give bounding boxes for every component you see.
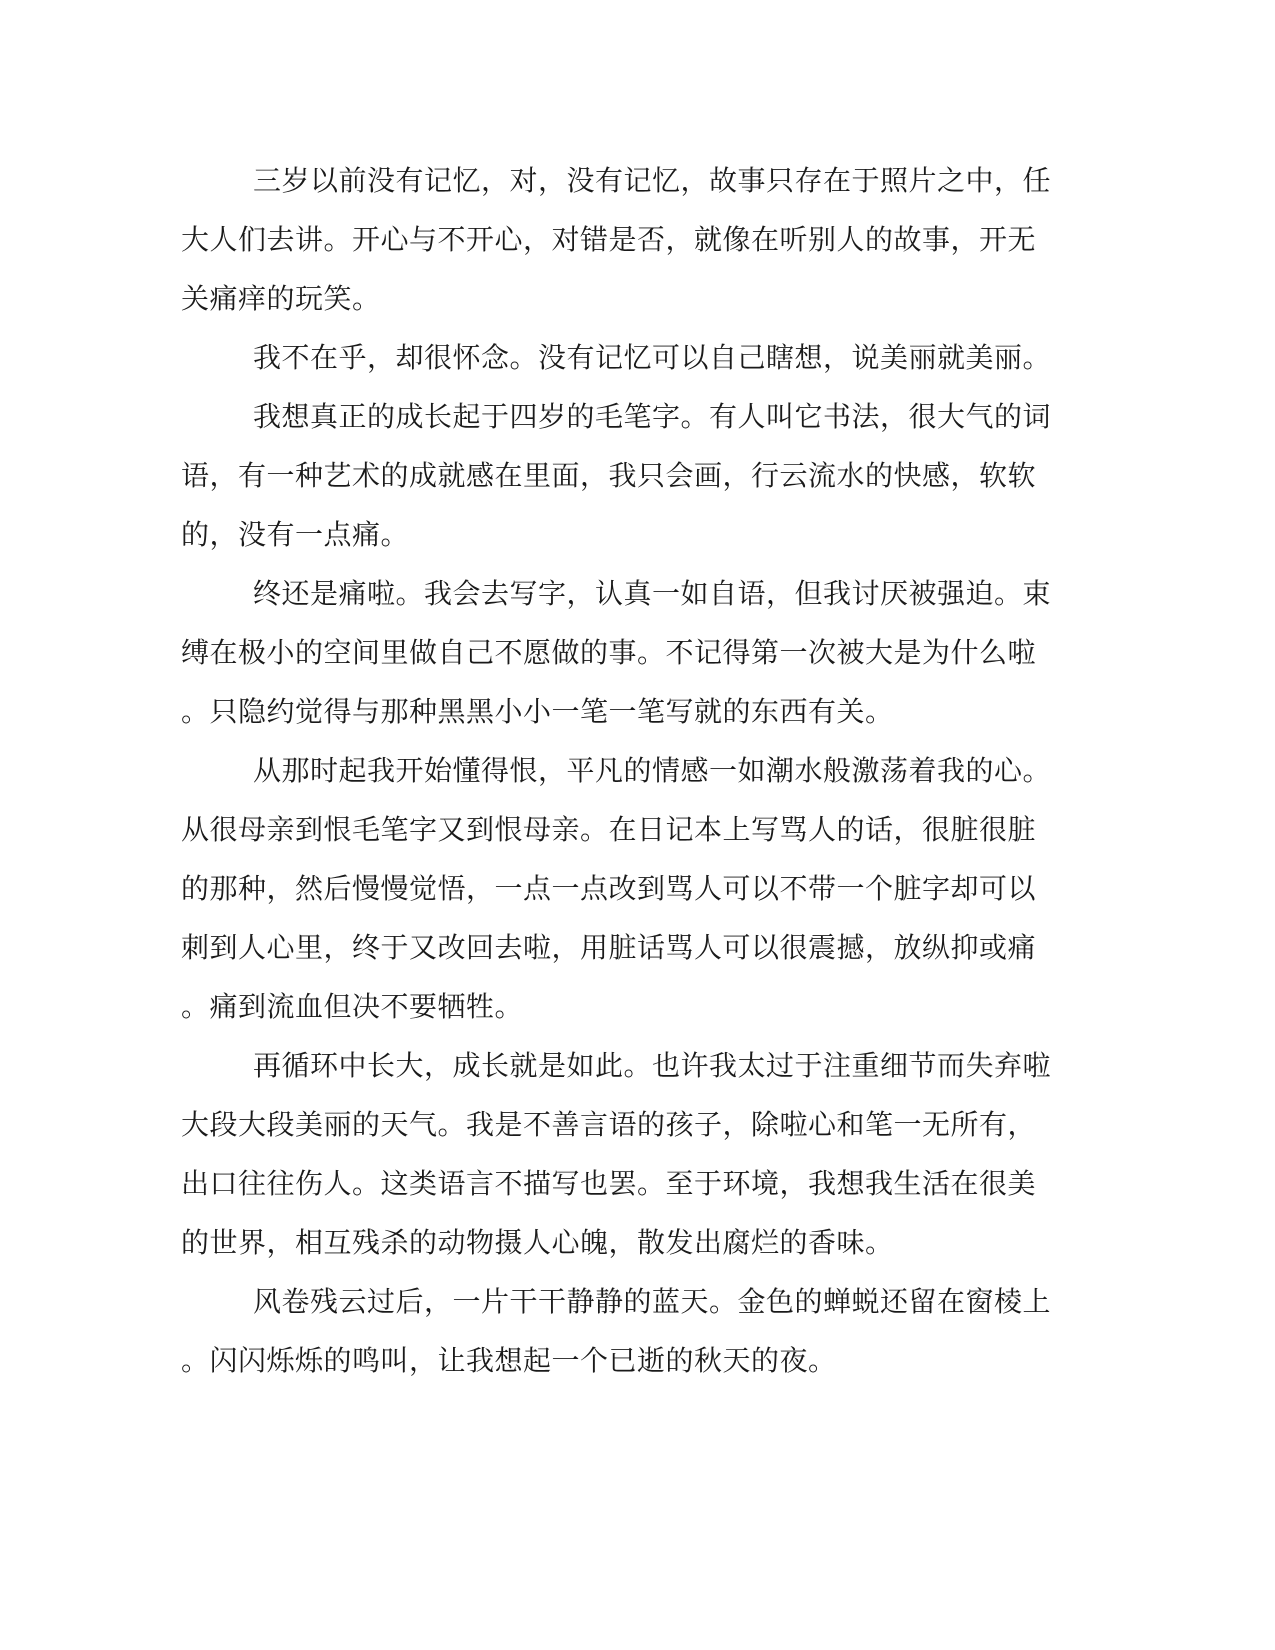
paragraph-5-line-3: 的那种，然后慢慢觉悟，一点一点改到骂人可以不带一个脏字却可以: [181, 872, 1037, 905]
paragraph-3-line-2: 语，有一种艺术的成就感在里面，我只会画，行云流水的快感，软软: [181, 459, 1037, 492]
paragraph-5-line-1: 从那时起我开始懂得恨，平凡的情感一如潮水般激荡着我的心。: [253, 754, 1052, 787]
paragraph-2-line-1: 我不在乎，却很怀念。没有记忆可以自己瞎想，说美丽就美丽。: [253, 341, 1052, 374]
paragraph-7-line-1: 风卷残云过后，一片干干静静的蓝天。金色的蝉蜕还留在窗棱上: [253, 1285, 1052, 1318]
paragraph-1-line-1: 三岁以前没有记忆，对，没有记忆，故事只存在于照片之中，任: [253, 164, 1052, 197]
paragraph-5-line-2: 从很母亲到恨毛笔字又到恨母亲。在日记本上写骂人的话，很脏很脏: [181, 813, 1037, 846]
paragraph-4-line-1: 终还是痛啦。我会去写字，认真一如自语，但我讨厌被强迫。束: [253, 577, 1052, 610]
paragraph-5-line-4: 刺到人心里，终于又改回去啦，用脏话骂人可以很震撼，放纵抑或痛: [181, 931, 1037, 964]
paragraph-3-line-1: 我想真正的成长起于四岁的毛笔字。有人叫它书法，很大气的词: [253, 400, 1052, 433]
paragraph-4-line-2: 缚在极小的空间里做自己不愿做的事。不记得第一次被大是为什么啦: [181, 636, 1037, 669]
paragraph-5-line-5: 。痛到流血但决不要牺牲。: [181, 990, 524, 1023]
paragraph-6-line-4: 的世界，相互残杀的动物摄人心魄，散发出腐烂的香味。: [181, 1226, 894, 1259]
paragraph-1-line-3: 关痛痒的玩笑。: [181, 282, 381, 315]
paragraph-1-line-2: 大人们去讲。开心与不开心，对错是否，就像在听别人的故事，开无: [181, 223, 1037, 256]
paragraph-6-line-2: 大段大段美丽的天气。我是不善言语的孩子，除啦心和笔一无所有，: [181, 1108, 1037, 1141]
paragraph-6-line-3: 出口往往伤人。这类语言不描写也罢。至于环境，我想我生活在很美: [181, 1167, 1037, 1200]
paragraph-4-line-3: 。只隐约觉得与那种黑黑小小一笔一笔写就的东西有关。: [181, 695, 894, 728]
paragraph-3-line-3: 的，没有一点痛。: [181, 518, 410, 551]
paragraph-7-line-2: 。闪闪烁烁的鸣叫，让我想起一个已逝的秋天的夜。: [181, 1344, 837, 1377]
paragraph-6-line-1: 再循环中长大，成长就是如此。也许我太过于注重细节而失弃啦: [253, 1049, 1052, 1082]
